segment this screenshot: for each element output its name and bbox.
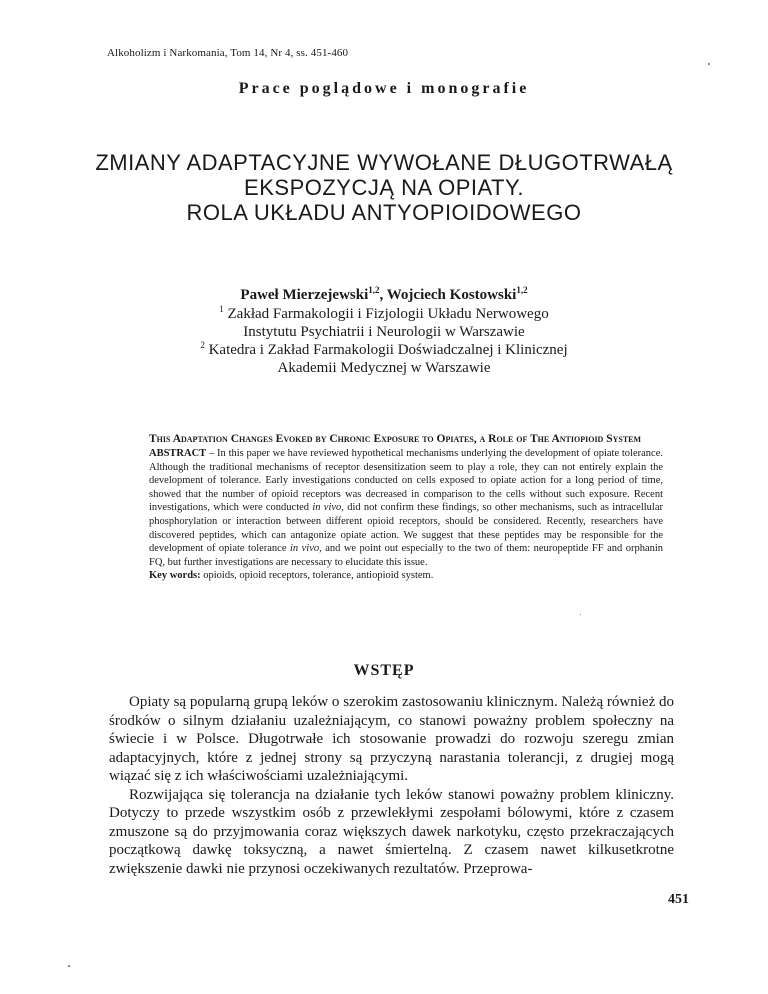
author-2-affiliation-marker: 1,2	[516, 285, 528, 295]
section-label: Prace poglądowe i monografie	[238, 80, 530, 97]
authors-block	[0, 286, 768, 377]
affiliation-2	[0, 341, 768, 359]
scan-speck	[708, 63, 710, 65]
abstract-text-part-3: , and we point out especially to the two of them: neuropeptide FF and orphanin FQ, but further investigations are necessary to elucidate this issue.	[149, 543, 664, 568]
body-paragraph-1: Opiaty są popularną grupą leków o szerokim zastosowaniu klinicznym. Należą również do środków o silnym działaniu uzależniającym, co stanowi poważny problem społeczny na świecie i w Polsce. Długotrwałe ich stosowanie prowadzi do rozwoju szeregu zmian adaptacyjnych, które z jednej strony są przyczyną narastania tolerancji, z drugiej mogą wiązać się z ich właściwościami uzależniającymi.	[109, 694, 674, 784]
author-1-affiliation-marker: 1,2	[368, 285, 380, 295]
author-separator: ,	[379, 287, 387, 303]
affiliation-1	[0, 305, 768, 323]
keywords	[149, 569, 663, 583]
abstract-in-vivo-2: in vivo	[289, 543, 320, 555]
scan-speck	[580, 614, 581, 615]
abstract-text-part-1: – In this paper we have reviewed hypothetical mechanisms underlying the development of opiate tolerance. Although the traditional mechanisms of receptor desensitization seem to play a role, they can not entirely explain the development of tolerance. Early investigations conducted on cells exposed to opiate action for a long period of time, showed that the number of opioid receptors was decreased in comparison to the cells without such exposure. Recent investigations, which were conducted	[149, 448, 663, 514]
article-title	[0, 150, 768, 225]
affiliation-2-marker: 2	[200, 340, 205, 350]
title-line-3: ROLA UKŁADU ANTYOPIOIDOWEGO	[186, 200, 582, 225]
author-names	[0, 286, 768, 304]
journal-reference: Alkoholizm i Narkomania, Tom 14, Nr 4, ss. 451-460	[107, 47, 349, 59]
title-line-2: EKSPOZYCJĄ NA OPIATY.	[244, 175, 524, 200]
body-text	[109, 693, 674, 878]
abstract-text-part-2: , did not confirm these findings, so other mechanisms, such as intracellular phosphorylation or interaction between different opioid receptors, should be considered. Recently, researchers have discovered peptides, which can antagonize opiate action. We suggest that these peptides may be responsible for the development of opiate tolerance	[149, 502, 663, 555]
abstract-block	[149, 433, 663, 583]
title-line-1: ZMIANY ADAPTACYJNE WYWOŁANE DŁUGOTRWAŁĄ	[95, 150, 673, 175]
affiliation-2-line-1: Katedra i Zakład Farmakologii Doświadczalnej i Klinicznej	[208, 342, 568, 358]
page-number: 451	[668, 892, 689, 907]
section-heading: WSTĘP	[353, 662, 415, 679]
english-title: This Adaptation Changes Evoked by Chronic Exposure to Opiates, a Role of The Antiopioid System	[149, 433, 642, 445]
keywords-list: opioids, opioid receptors, tolerance, antiopioid system.	[200, 570, 434, 582]
body-paragraph-2: Rozwijająca się tolerancja na działanie tych leków stanowi poważny problem kliniczny. Dotyczy to przede wszystkim osób z przewlekłymi zespołami bólowymi, które z czasem zmuszone są do przyjmowania coraz większych dawek narkotyku, często przekraczających początkową dawkę toksyczną, a nawet śmiertelną. Z czasem nawet kilkusetkrotne zwiększenie dawki nie przynosi oczekiwanych rezultatów. Przeprowa-	[109, 786, 674, 877]
abstract-text	[149, 447, 663, 569]
author-1: Paweł Mierzejewski	[240, 287, 369, 303]
abstract-label: ABSTRACT	[149, 448, 207, 459]
keywords-label: Key words:	[149, 570, 201, 582]
affiliation-2-line-2: Akademii Medycznej w Warszawie	[277, 360, 491, 376]
affiliation-1-line-2: Instytutu Psychiatrii i Neurologii w Warszawie	[243, 324, 525, 340]
affiliation-1-line-1: Zakład Farmakologii i Fizjologii Układu Nerwowego	[227, 306, 549, 322]
author-2: Wojciech Kostowski	[386, 287, 517, 303]
affiliation-1-marker: 1	[219, 304, 224, 314]
abstract-in-vivo-1: in vivo	[312, 502, 342, 514]
scan-speck	[68, 965, 70, 967]
